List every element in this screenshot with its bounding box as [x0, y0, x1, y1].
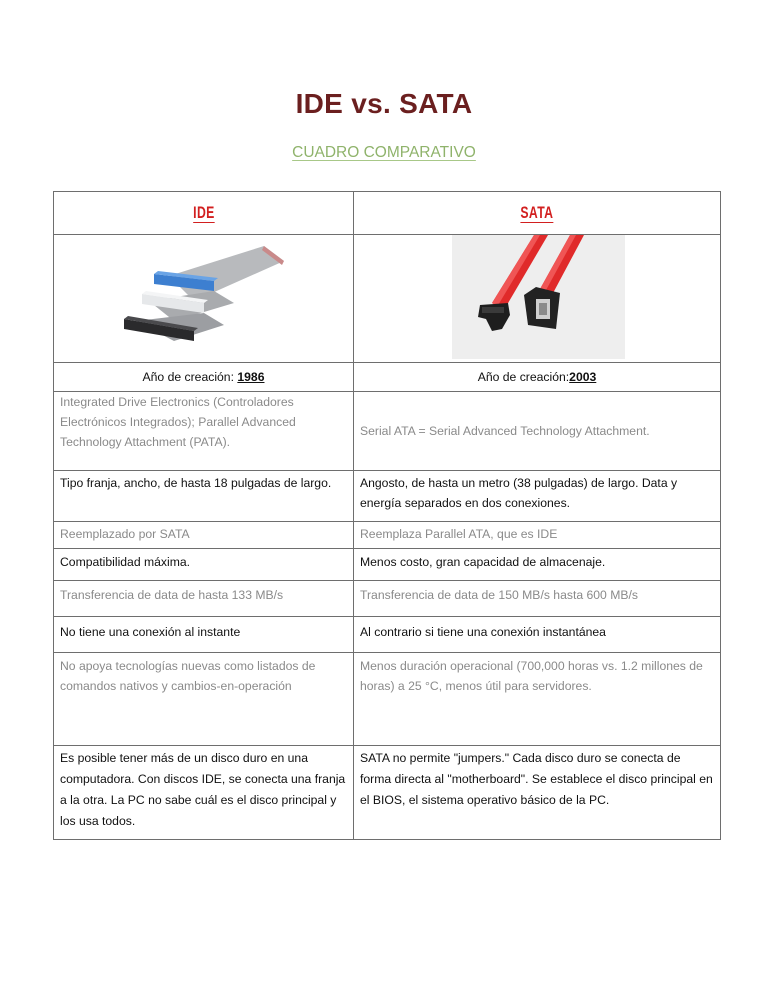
table-row — [54, 549, 721, 581]
year-cell-ide — [54, 363, 354, 392]
cell-sata-replacement: Reemplaza Parallel ATA, que es IDE — [354, 522, 721, 549]
cell-ide-cable: Tipo franja, ancho, de hasta 18 pulgadas de largo. — [54, 471, 354, 522]
cell-ide-hotplug: No tiene una conexión al instante — [54, 617, 354, 653]
cell-sata-multiple-disks: SATA no permite "jumpers." Cada disco duro se conecta de forma directa al "motherboard". Se establece el disco principal en el BIOS, el sistema operativo básico de la PC. — [354, 746, 721, 840]
cell-sata-transfer: Transferencia de data de 150 MB/s hasta 600 MB/s — [354, 581, 721, 617]
table-row — [54, 471, 721, 522]
table-header-row — [54, 192, 721, 235]
table-row — [54, 522, 721, 549]
year-value-ide: 1986 — [237, 370, 265, 384]
year-cell-sata — [354, 363, 721, 392]
cell-sata-hotplug: Al contrario si tiene una conexión instantánea — [354, 617, 721, 653]
table-row — [54, 581, 721, 617]
header-sata: SATA — [520, 202, 554, 222]
header-ide: IDE — [192, 202, 215, 222]
document-subtitle: CUADRO COMPARATIVO — [292, 144, 476, 161]
year-row — [54, 363, 721, 392]
cell-ide-advantage: Compatibilidad máxima. — [54, 549, 354, 581]
table-row — [54, 746, 721, 840]
year-label-sata: Año de creación: — [477, 370, 570, 384]
image-row — [54, 235, 721, 363]
cell-sata-disadvantage: Menos duración operacional (700,000 horas vs. 1.2 millones de horas) a 25 °C, menos útil para servidores. — [354, 653, 721, 746]
sata-cable-image — [452, 235, 625, 359]
comparison-table — [53, 191, 721, 840]
cell-ide-transfer: Transferencia de data de hasta 133 MB/s — [54, 581, 354, 617]
cell-ide-replacement: Reemplazado por SATA — [54, 522, 354, 549]
cell-sata-advantage: Menos costo, gran capacidad de almacenaje. — [354, 549, 721, 581]
table-row — [54, 653, 721, 746]
year-label-ide: Año de creación: — [142, 370, 238, 384]
cell-ide-multiple-disks: Es posible tener más de un disco duro en una computadora. Con discos IDE, se conecta una franja a la otra. La PC no sabe cuál es el disco principal y los usa todos. — [54, 746, 354, 840]
year-value-sata: 2003 — [569, 370, 597, 384]
ide-ribbon-cable-image — [114, 241, 284, 351]
table-row — [54, 392, 721, 471]
document-title: IDE vs. SATA — [295, 88, 473, 119]
image-cell-sata — [354, 235, 721, 363]
image-cell-ide — [54, 235, 354, 363]
cell-sata-definition: Serial ATA = Serial Advanced Technology Attachment. — [354, 392, 721, 471]
header-cell-ide — [54, 192, 354, 235]
header-cell-sata — [354, 192, 721, 235]
cell-ide-disadvantage: No apoya tecnologías nuevas como listados de comandos nativos y cambios-en-operación — [54, 653, 354, 746]
table-row — [54, 617, 721, 653]
cell-sata-cable: Angosto, de hasta un metro (38 pulgadas) de largo. Data y energía separados en dos conexiones. — [354, 471, 721, 522]
cell-ide-definition: Integrated Drive Electronics (Controladores Electrónicos Integrados); Parallel Advanced Technology Attachment (PATA). — [54, 392, 354, 471]
